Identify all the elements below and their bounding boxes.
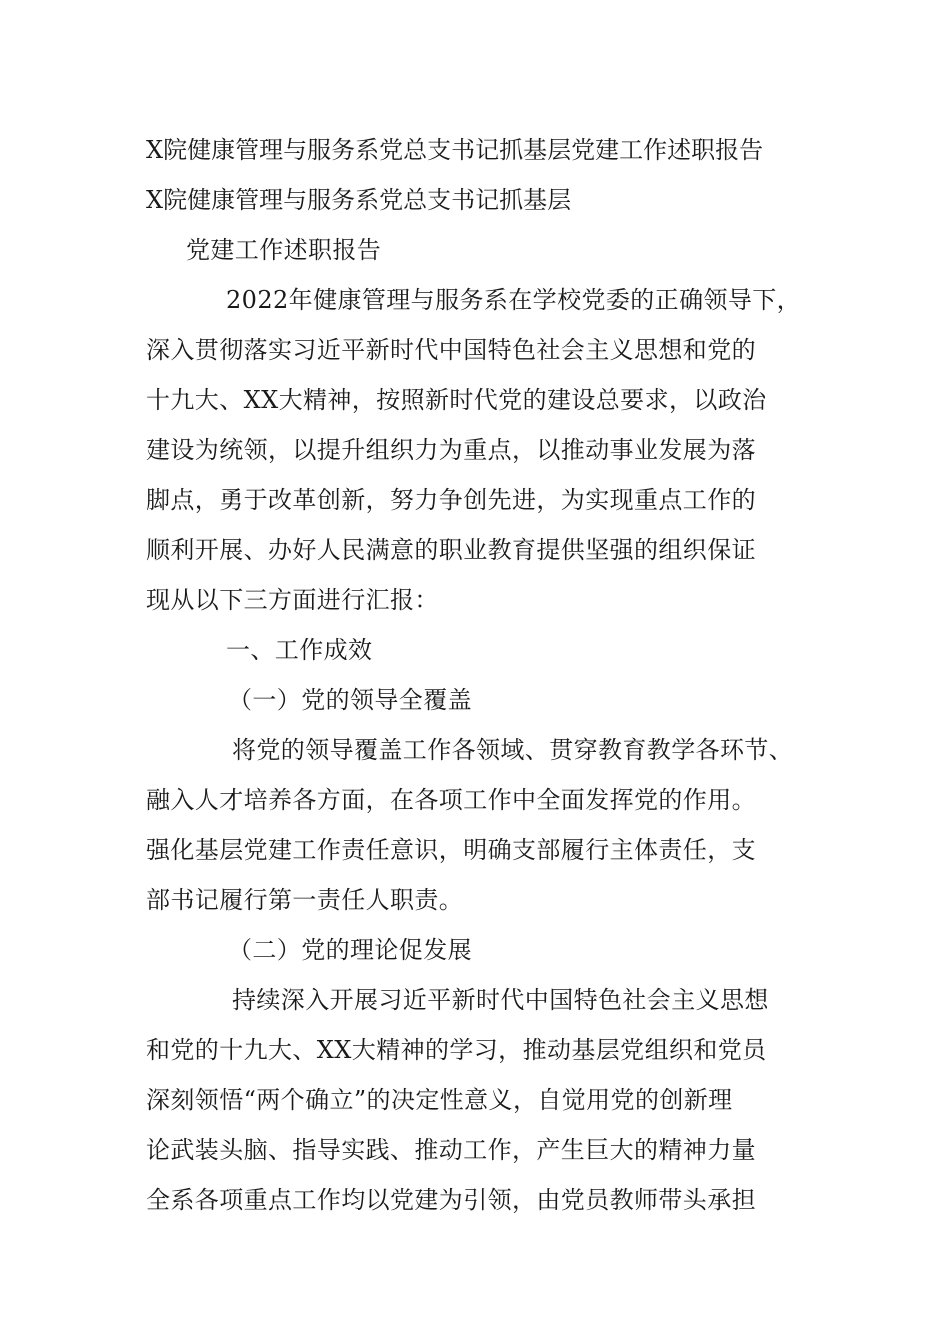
paragraph-line: 和党的十九大、XX大精神的学习，推动基层党组织和党员 [146,1036,767,1064]
paragraph-line: 强化基层党建工作责任意识，明确支部履行主体责任，支 [146,836,756,864]
document-title-part2: 党建工作述职报告 [186,236,382,264]
section-heading: 一、工作成效 [226,636,373,664]
document-title-part1: X院健康管理与服务系党总支书记抓基层 [146,186,572,214]
paragraph-line: 深刻领悟“两个确立”的决定性意义，自觉用党的创新理 [146,1086,733,1114]
document-title-full: X院健康管理与服务系党总支书记抓基层党建工作述职报告 [146,136,764,164]
paragraph-line: 脚点，勇于改革创新，努力争创先进，为实现重点工作的 [146,486,756,514]
paragraph-line: 论武装头脑、指导实践、推动工作，产生巨大的精神力量 [146,1136,756,1164]
paragraph-line: 融入人才培养各方面，在各项工作中全面发挥党的作用。 [146,786,756,814]
paragraph-line: 现从以下三方面进行汇报： [146,586,439,614]
sub-heading: （二）党的理论促发展 [228,936,472,964]
sub-heading: （一）党的领导全覆盖 [228,686,472,714]
paragraph-line: 全系各项重点工作均以党建为引领，由党员教师带头承担 [146,1186,756,1214]
paragraph-line: 建设为统领，以提升组织力为重点，以推动事业发展为落 [146,436,756,464]
paragraph-line: 2022年健康管理与服务系在学校党委的正确领导下， [226,286,802,314]
paragraph-line: 持续深入开展习近平新时代中国特色社会主义思想 [232,986,769,1014]
paragraph-line: 深入贯彻落实习近平新时代中国特色社会主义思想和党的 [146,336,756,364]
paragraph-line: 顺利开展、办好人民满意的职业教育提供坚强的组织保证 [146,536,756,564]
paragraph-line: 部书记履行第一责任人职责。 [146,886,464,914]
paragraph-line: 十九大、XX大精神，按照新时代党的建设总要求，以政治 [146,386,767,414]
paragraph-line: 将党的领导覆盖工作各领域、贯穿教育教学各环节、 [232,736,794,764]
